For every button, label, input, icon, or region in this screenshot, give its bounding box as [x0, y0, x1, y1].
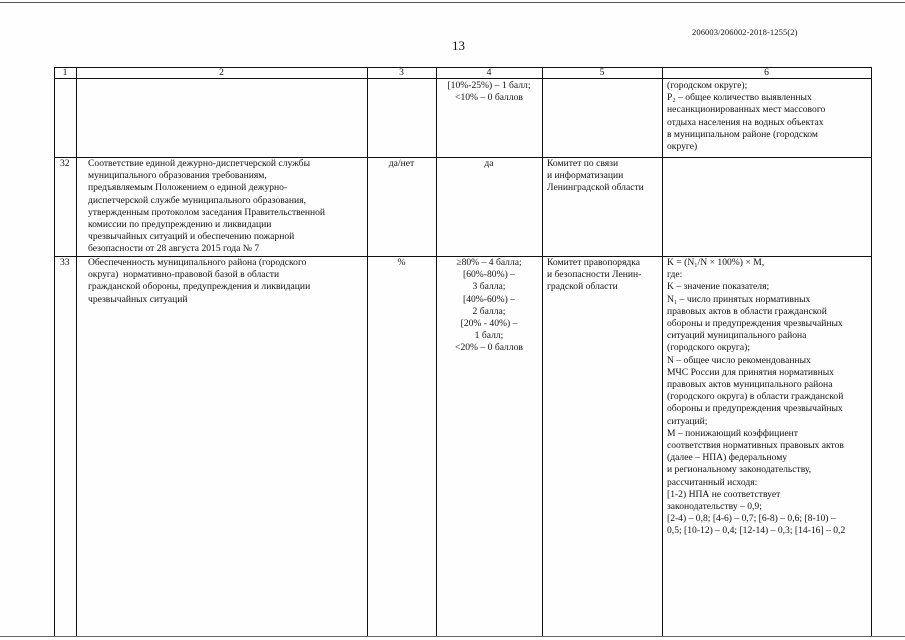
- column-header-unit: 3: [399, 67, 404, 78]
- column-divider: [542, 67, 543, 636]
- row-responsible-33: Комитет правопорядка и безопасности Ленин- градской области: [547, 257, 642, 293]
- column-divider: [662, 67, 663, 636]
- criteria-table: [54, 67, 872, 636]
- row-method-continued: (городском округе); P₂ – общее количество выявленных несанкционированных мест массового отдыха населения на водных объектах в муниципальном районе (городском округе): [667, 80, 826, 153]
- column-header-criteria: 4: [486, 67, 492, 78]
- row-indicator-33: Обеспеченность муниципального района (городского округа) нормативно-правовой базой в области гражданской обороны, предупреждения и ликвидации чрезвычайных ситуаций: [88, 257, 311, 305]
- row-method-33: K = (N₁/N × 100%) × M, где: K – значение показателя; N₁ – число принятых нормативных правовых актов в области гражданской обороны и предупреждения чрезвычайных ситуаций муниципального района (городского округа); N – общее число рекомендованных МЧС России для принятия нормативных правовых актов муниципального района (городского округа) в области гражданской обороны и предупреждения чрезвычайных ситуаций; M – понижающий коэффициент соответствия нормативных правовых актов (далее – НПА) федеральному и региональному законодательству, рассчитанный исходя: [1-2) НПА не соответствует законодательству – 0,9; [2-4) – 0,8; [4-6) – 0,7; [6-8) – 0,6; [8-10) – 0,5; [10-12) – 0,4; [12-14) – 0,3; [14-16] – 0,2: [667, 257, 846, 537]
- scan-bottom-edge: [0, 636, 905, 637]
- column-divider: [871, 67, 872, 636]
- row-indicator-32: Соответствие единой дежурно-диспетчерской службы муниципального образования требованиям, предъявляемым Положением о единой дежурно- диспетчерской службе муниципального образования, утвержденным протоколом заседания Правительственной комиссии по предупреждению и ликвидации чрезвычайных ситуаций и обеспечению пожарной безопасности от 28 августа 2015 года № 7: [88, 158, 326, 255]
- row-criteria-33: ≥80% – 4 балла; [60%-80%) – 3 балла; [40%-60%) – 2 балла; [20% - 40%) – 1 балл; <20% – 0 баллов: [455, 257, 523, 354]
- row-number-32: 32: [60, 158, 70, 169]
- column-header-indicator: 2: [219, 67, 224, 78]
- document-id: 206003/206002-2018-1255(2): [692, 27, 798, 37]
- row-unit-32: да/нет: [388, 158, 415, 169]
- row-criteria-32: да: [484, 158, 494, 169]
- row-number-33: 33: [60, 257, 70, 268]
- column-divider: [76, 67, 77, 636]
- scan-top-edge: [0, 2, 905, 3]
- column-divider: [54, 67, 55, 636]
- column-header-number: 1: [62, 67, 68, 78]
- page-number: 13: [452, 38, 465, 53]
- column-header-responsible: 5: [599, 67, 605, 78]
- column-header-method: 6: [764, 67, 769, 78]
- row-responsible-32: Комитет по связи и информатизации Ленинградской области: [547, 158, 644, 194]
- row-unit-33: %: [397, 257, 406, 268]
- column-divider: [367, 67, 368, 636]
- row-criteria-continued: [10%-25%) – 1 балл; <10% – 0 баллов: [447, 80, 531, 104]
